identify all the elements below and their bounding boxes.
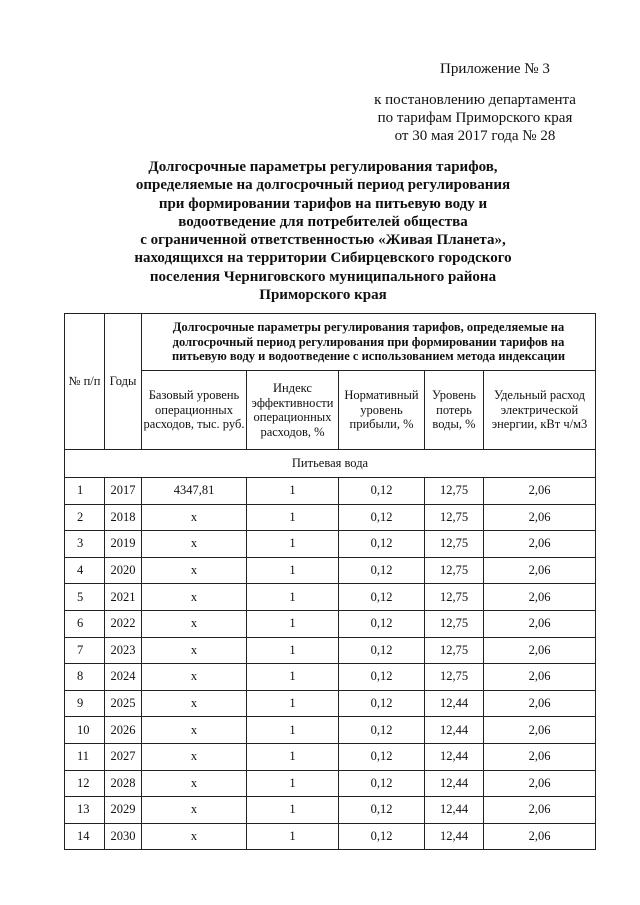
cell-water-loss: 12,75 [425, 610, 484, 637]
col-header-water-loss: Уровень потерь воды, % [425, 371, 484, 450]
cell-number: 11 [65, 743, 105, 770]
cell-base-opex: х [142, 797, 247, 824]
col-header-energy-consumption: Удельный расход электрической энергии, кВт ч/м3 [484, 371, 596, 450]
cell-energy-consumption: 2,06 [484, 557, 596, 584]
cell-profit-level: 0,12 [339, 690, 425, 717]
cell-base-opex: х [142, 584, 247, 611]
cell-profit-level: 0,12 [339, 637, 425, 664]
cell-water-loss: 12,75 [425, 584, 484, 611]
cell-profit-level: 0,12 [339, 557, 425, 584]
table-row [65, 743, 596, 770]
section-label: Питьевая вода [65, 450, 596, 478]
cell-base-opex: х [142, 823, 247, 850]
cell-profit-level: 0,12 [339, 610, 425, 637]
cell-profit-level: 0,12 [339, 664, 425, 691]
cell-water-loss: 12,44 [425, 690, 484, 717]
cell-base-opex: х [142, 504, 247, 531]
cell-profit-level: 0,12 [339, 743, 425, 770]
table-row [65, 770, 596, 797]
cell-year: 2026 [105, 717, 142, 744]
table-row [65, 557, 596, 584]
group-header: Долгосрочные параметры регулирования тарифов, определяемые на долгосрочный период регулирования при формировании тарифов на питьевую воду и водоотведение с использованием метода индексации [142, 314, 596, 371]
table-row [65, 478, 596, 505]
cell-year: 2019 [105, 531, 142, 558]
cell-energy-consumption: 2,06 [484, 797, 596, 824]
appendix-label: Приложение № 3 [440, 61, 550, 77]
cell-number: 10 [65, 717, 105, 744]
cell-efficiency-index: 1 [247, 610, 339, 637]
cell-number: 12 [65, 770, 105, 797]
cell-water-loss: 12,75 [425, 478, 484, 505]
cell-number: 3 [65, 531, 105, 558]
cell-year: 2025 [105, 690, 142, 717]
cell-water-loss: 12,75 [425, 637, 484, 664]
table-row [65, 610, 596, 637]
cell-year: 2020 [105, 557, 142, 584]
cell-year: 2017 [105, 478, 142, 505]
cell-efficiency-index: 1 [247, 743, 339, 770]
col-header-year: Годы [105, 314, 142, 450]
cell-energy-consumption: 2,06 [484, 717, 596, 744]
title-line: водоотведение для потребителей общества [178, 213, 468, 230]
section-row [65, 450, 596, 478]
cell-energy-consumption: 2,06 [484, 531, 596, 558]
cell-number: 4 [65, 557, 105, 584]
cell-efficiency-index: 1 [247, 664, 339, 691]
cell-year: 2027 [105, 743, 142, 770]
cell-energy-consumption: 2,06 [484, 823, 596, 850]
cell-base-opex: х [142, 690, 247, 717]
cell-number: 7 [65, 637, 105, 664]
decree-reference-line: к постановлению департамента [374, 92, 576, 108]
cell-water-loss: 12,44 [425, 823, 484, 850]
cell-efficiency-index: 1 [247, 770, 339, 797]
decree-reference [360, 91, 590, 145]
cell-number: 14 [65, 823, 105, 850]
cell-efficiency-index: 1 [247, 478, 339, 505]
cell-base-opex: х [142, 557, 247, 584]
cell-base-opex: х [142, 717, 247, 744]
cell-energy-consumption: 2,06 [484, 690, 596, 717]
cell-efficiency-index: 1 [247, 797, 339, 824]
cell-profit-level: 0,12 [339, 531, 425, 558]
cell-base-opex: х [142, 637, 247, 664]
cell-profit-level: 0,12 [339, 770, 425, 797]
cell-profit-level: 0,12 [339, 478, 425, 505]
cell-year: 2024 [105, 664, 142, 691]
cell-year: 2029 [105, 797, 142, 824]
cell-efficiency-index: 1 [247, 637, 339, 664]
cell-number: 2 [65, 504, 105, 531]
cell-efficiency-index: 1 [247, 584, 339, 611]
table-row [65, 637, 596, 664]
title-line: с ограниченной ответственностью «Живая Планета», [140, 232, 506, 249]
title-line: поселения Черниговского муниципального района [149, 268, 497, 285]
cell-efficiency-index: 1 [247, 823, 339, 850]
cell-number: 8 [65, 664, 105, 691]
col-header-efficiency-index: Индекс эффективности операционных расходов, % [247, 371, 339, 450]
cell-energy-consumption: 2,06 [484, 637, 596, 664]
cell-water-loss: 12,75 [425, 531, 484, 558]
table-row [65, 584, 596, 611]
cell-number: 13 [65, 797, 105, 824]
cell-year: 2023 [105, 637, 142, 664]
title-line: Приморского края [259, 287, 387, 304]
cell-profit-level: 0,12 [339, 584, 425, 611]
title-line: определяемые на долгосрочный период регулирования [135, 177, 511, 194]
table-subheader-row [65, 371, 596, 450]
table-row [65, 797, 596, 824]
document-title [118, 158, 528, 304]
table-row [65, 664, 596, 691]
col-header-base-opex: Базовый уровень операционных расходов, тыс. руб. [142, 371, 247, 450]
cell-water-loss: 12,44 [425, 770, 484, 797]
cell-number: 5 [65, 584, 105, 611]
tariff-parameters-table [64, 313, 596, 850]
cell-energy-consumption: 2,06 [484, 610, 596, 637]
col-header-profit-level: Нормативный уровень прибыли, % [339, 371, 425, 450]
cell-water-loss: 12,44 [425, 797, 484, 824]
cell-energy-consumption: 2,06 [484, 664, 596, 691]
table-row [65, 823, 596, 850]
cell-efficiency-index: 1 [247, 717, 339, 744]
cell-energy-consumption: 2,06 [484, 770, 596, 797]
title-line: находящихся на территории Сибирцевского городского [134, 250, 512, 267]
cell-year: 2021 [105, 584, 142, 611]
cell-base-opex: х [142, 743, 247, 770]
decree-reference-line: по тарифам Приморского края [377, 110, 573, 126]
cell-water-loss: 12,75 [425, 664, 484, 691]
cell-base-opex: х [142, 664, 247, 691]
cell-year: 2028 [105, 770, 142, 797]
cell-year: 2018 [105, 504, 142, 531]
cell-base-opex: 4347,81 [142, 478, 247, 505]
title-line: при формировании тарифов на питьевую воду и [158, 195, 488, 212]
cell-efficiency-index: 1 [247, 531, 339, 558]
cell-efficiency-index: 1 [247, 690, 339, 717]
cell-energy-consumption: 2,06 [484, 584, 596, 611]
col-header-number: № п/п [65, 314, 105, 450]
cell-year: 2022 [105, 610, 142, 637]
cell-number: 9 [65, 690, 105, 717]
decree-reference-line: от 30 мая 2017 года № 28 [394, 128, 556, 144]
table-row [65, 690, 596, 717]
cell-water-loss: 12,44 [425, 717, 484, 744]
cell-energy-consumption: 2,06 [484, 504, 596, 531]
cell-profit-level: 0,12 [339, 823, 425, 850]
table-header-row [65, 314, 596, 371]
cell-profit-level: 0,12 [339, 504, 425, 531]
cell-energy-consumption: 2,06 [484, 478, 596, 505]
cell-water-loss: 12,75 [425, 504, 484, 531]
cell-number: 6 [65, 610, 105, 637]
cell-base-opex: х [142, 770, 247, 797]
cell-profit-level: 0,12 [339, 797, 425, 824]
cell-energy-consumption: 2,06 [484, 743, 596, 770]
cell-efficiency-index: 1 [247, 557, 339, 584]
cell-efficiency-index: 1 [247, 504, 339, 531]
cell-water-loss: 12,75 [425, 557, 484, 584]
cell-number: 1 [65, 478, 105, 505]
cell-water-loss: 12,44 [425, 743, 484, 770]
cell-base-opex: х [142, 610, 247, 637]
title-line: Долгосрочные параметры регулирования тарифов, [148, 159, 498, 175]
cell-profit-level: 0,12 [339, 717, 425, 744]
table-row [65, 717, 596, 744]
cell-year: 2030 [105, 823, 142, 850]
table-row [65, 504, 596, 531]
cell-base-opex: х [142, 531, 247, 558]
table-row [65, 531, 596, 558]
